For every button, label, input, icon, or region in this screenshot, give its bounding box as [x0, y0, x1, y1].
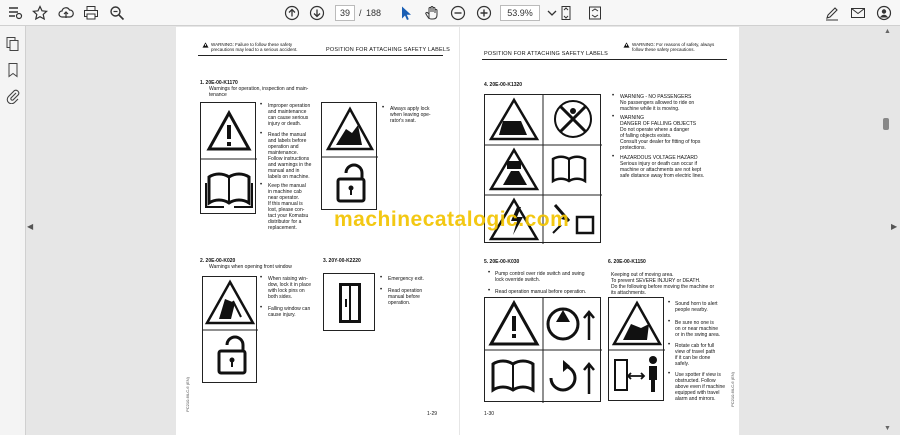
item-1-title: 1. 20E-00-K1170: [200, 80, 238, 86]
bullet-dot: •: [668, 342, 671, 348]
bullet-dot: •: [380, 275, 383, 281]
item-2-bullet-2: Falling window can cause injury.: [268, 306, 311, 318]
item-3-bullet-1: Emergency exit.: [388, 276, 424, 282]
page-number-input[interactable]: 39: [335, 5, 355, 21]
safety-label-2: [202, 276, 257, 383]
item-2-bullet-1: When raising win- dow, lock it in place with lock pins on both sides.: [268, 276, 312, 300]
side-code: PC210-6/LC-6 (EN): [185, 377, 190, 412]
bullet-dot: •: [612, 93, 615, 99]
previous-page-icon[interactable]: [282, 3, 302, 23]
find-icon[interactable]: [5, 3, 25, 23]
scroll-up-arrow-icon[interactable]: ▲: [884, 28, 891, 35]
scroll-down-arrow-icon[interactable]: ▼: [884, 425, 891, 432]
bookmarks-icon[interactable]: [5, 62, 21, 78]
header-rule: [482, 59, 727, 60]
page-total: 188: [366, 8, 382, 18]
warning-read-manual-pictogram-icon: [201, 103, 257, 215]
warning-header: WARNING: For reasons of safety, always follow these safety precautions.: [632, 42, 715, 52]
select-cursor-icon[interactable]: [396, 3, 416, 23]
item-6-description: Keeping out of moving area. To prevent SEVERE INJURY or DEATH. Do the following before moving the machine or its attachments.: [611, 272, 715, 296]
warning-header: WARNING: Failure to follow these safety precautions may lead to a serious accident.: [211, 42, 298, 52]
vertical-scrollbar-thumb[interactable]: [883, 118, 889, 130]
collapse-left-panel-icon[interactable]: ◀: [27, 222, 34, 231]
item-6-bullet-3: Rotate cab for full view of travel path if it can be done safely.: [675, 343, 716, 367]
item-4-bullet-3: HAZARDOUS VOLTAGE HAZARD Serious injury or death can occur if machine or attachments are not kept safe distance away from electric lines.: [620, 155, 705, 179]
warning-triangle-icon: [623, 42, 630, 48]
item-4-title: 4. 20E-00-K1320: [484, 82, 523, 88]
lock-lever-pictogram-icon: [322, 103, 378, 211]
window-lock-pictogram-icon: [203, 277, 258, 384]
account-avatar-icon[interactable]: [874, 3, 894, 23]
item-2-description: Warnings when opening front window: [209, 264, 292, 270]
item-2-title: 2. 20E-00-K020: [200, 258, 236, 264]
sign-pen-icon[interactable]: [822, 3, 842, 23]
item-1-bullet-1: Improper operation and maintenance can cause serious injury or death.: [268, 103, 311, 127]
watermark-text: machinecatalogic.com: [334, 208, 570, 231]
item-3-bullet-2: Read operation manual before operation.: [388, 288, 423, 306]
attachments-paperclip-icon[interactable]: [5, 88, 21, 104]
bullet-dot: •: [260, 275, 263, 281]
safety-label-6: [608, 297, 664, 401]
safety-label-5: [484, 297, 601, 402]
item-6-bullet-1: Sound horn to alert people nearby.: [675, 301, 718, 313]
upload-cloud-icon[interactable]: [56, 3, 76, 23]
scroll-mode-icon[interactable]: [585, 3, 605, 23]
keep-out-moving-area-pictogram-icon: [609, 298, 665, 402]
pages-thumbnail-icon[interactable]: [5, 36, 21, 52]
bullet-dot: •: [260, 102, 263, 108]
item-1-description: Warnings for operation, inspection and main- tenance: [209, 86, 309, 98]
zoom-in-icon[interactable]: [474, 3, 494, 23]
item-6-title: 6. 20E-00-K1150: [608, 259, 646, 265]
bullet-dot: •: [488, 270, 491, 276]
item-6-bullet-2: Be sure no one is on or near machine or in the swing area.: [675, 320, 721, 338]
print-icon[interactable]: [81, 3, 101, 23]
toolbar: [0, 0, 900, 26]
bullet-dot: •: [382, 105, 385, 111]
safety-label-lock: [321, 102, 377, 210]
item-4-bullet-2: WARNING DANGER OF FALLING OBJECTS Do not operate where a danger of falling objects exists. Consult your dealer for fitting of fops protections.: [620, 115, 701, 151]
bookmark-star-icon[interactable]: [30, 3, 50, 23]
bullet-dot: •: [488, 288, 491, 294]
item-6-bullet-4: Use spotter if view is obstructed. Follow above even if machine equipped with travel alarm and mirrors.: [675, 372, 726, 402]
collapse-right-panel-icon[interactable]: ▶: [891, 222, 898, 231]
bullet-dot: •: [260, 305, 263, 311]
bullet-dot: •: [668, 300, 671, 306]
lock-bullet: Always apply lock when leaving ope- rator's seat.: [390, 106, 431, 124]
side-code: PC210-6/LC-6 (EN): [730, 372, 735, 407]
safety-label-3: [323, 273, 375, 331]
bullet-dot: •: [380, 287, 383, 293]
page-number: 1-29: [427, 411, 438, 417]
bullet-dot: •: [260, 131, 263, 137]
item-4-bullet-1: WARNING - NO PASSENGERS No passengers allowed to ride on machine while it is moving.: [620, 94, 695, 112]
header-rule: [198, 55, 443, 56]
email-icon[interactable]: [848, 3, 868, 23]
page-number: 1-30: [484, 411, 495, 417]
bullet-dot: •: [612, 114, 615, 120]
safety-label-1: [200, 102, 256, 214]
bullet-dot: •: [260, 182, 263, 188]
page-separator: /: [359, 8, 362, 18]
item-3-title: 3. 20Y-00-K2220: [323, 258, 361, 264]
bullet-dot: •: [668, 319, 671, 325]
section-title: POSITION FOR ATTACHING SAFETY LABELS: [484, 51, 608, 57]
item-5-bullet-1: Pump control over ride switch and swing lock override switch.: [495, 271, 585, 283]
hand-tool-icon[interactable]: [422, 3, 442, 23]
emergency-exit-pictogram-icon: [324, 274, 376, 332]
bullet-dot: •: [612, 154, 615, 160]
item-1-bullet-2: Read the manual and labels before operation and maintenance. Follow instructions and warnings in the manual and in labels on machine.: [268, 132, 312, 180]
switch-override-pictogram-icon: [485, 298, 602, 403]
fit-page-icon[interactable]: [556, 3, 576, 23]
zoom-out-icon[interactable]: [448, 3, 468, 23]
zoom-level-select[interactable]: 53.9%: [500, 5, 540, 21]
item-5-bullet-2: Read operation manual before operation.: [495, 289, 587, 295]
zoom-search-icon[interactable]: [107, 3, 127, 23]
left-sidebar: [0, 26, 26, 435]
next-page-icon[interactable]: [307, 3, 327, 23]
bullet-dot: •: [668, 371, 671, 377]
section-title: POSITION FOR ATTACHING SAFETY LABELS: [326, 47, 450, 53]
warning-triangle-icon: [202, 42, 209, 48]
item-5-title: 5. 20E-00-K030: [484, 259, 520, 265]
item-1-bullet-3: Keep the manual in machine cab near operator. If this manual is lost, please con- tact your Komatsu distributor for a replacement.: [268, 183, 309, 231]
